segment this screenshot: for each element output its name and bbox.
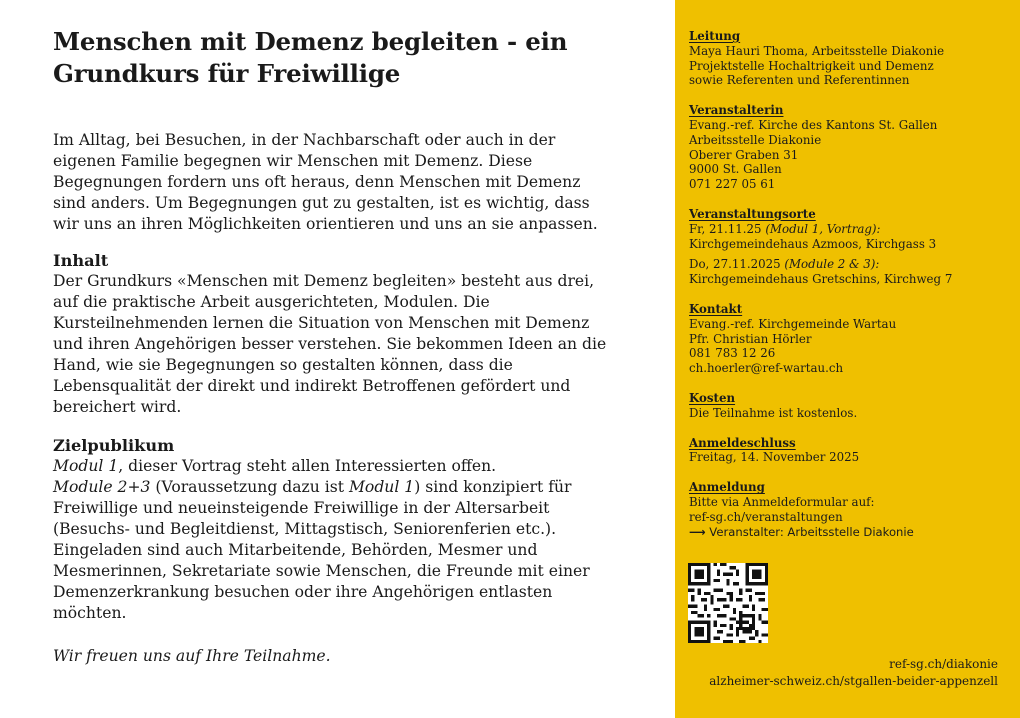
contact-email[interactable]: ch.hoerler@ref-wartau.ch (689, 361, 844, 376)
inhalt-heading: Inhalt (53, 251, 109, 270)
leitung-block: Leitung Maya Hauri Thoma, Arbeitsstelle Diakonie Projektstelle Hochaltrigkeit und Demenz sowie Referenten und Referentinnen (689, 29, 1009, 88)
veranstaltungsorte-block: Veranstaltungsorte Fr, 21.11.25 (Modul 1, Vortrag): Kirchgemeindehaus Azmoos, Kirchgass 3 Do, 27.11.2025 (Module 2 & 3): Kirchgemeindehaus Gretschins, Kirchweg 7 (689, 207, 1009, 287)
main-content (53, 26, 653, 667)
arrow-right-icon: ⟶ (689, 524, 706, 539)
veranstaltungsorte-heading: Veranstaltungsorte (689, 206, 816, 221)
alzheimer-link[interactable]: alzheimer-schweiz.ch/stgallen-beider-appenzell (709, 674, 998, 688)
kosten-block: Kosten Die Teilnahme ist kostenlos. (689, 391, 1009, 421)
diakonie-link[interactable]: ref-sg.ch/diakonie (889, 657, 998, 671)
anmeldung-block: Anmeldung Bitte via Anmeldeformular auf: ref-sg.ch/veranstaltungen ⟶ Veranstalter: Arbeitsstelle Diakonie (689, 480, 1009, 539)
page-title: Menschen mit Demenz begleiten - ein Grundkurs für Freiwillige (53, 27, 568, 88)
kontakt-heading: Kontakt (689, 301, 743, 316)
inhalt-text: Der Grundkurs «Menschen mit Demenz begleiten» besteht aus drei, auf die praktische Arbeit ausgerichteten, Modulen. Die Kursteilnehmenden lernen die Situation von Menschen mit Demenz und ihren Angehörigen besser verstehen. Sie bekommen Ideen an die Hand, wie sie Begegnungen so gestalten können, dass die Lebensqualität der direkt und indirekt Betroffenen gefördert und bereichert wird. (53, 272, 607, 416)
zielpublikum-section (53, 435, 653, 624)
anmeldung-heading: Anmeldung (689, 480, 765, 495)
footer-links (709, 656, 998, 690)
veranstalterin-block: Veranstalterin Evang.-ref. Kirche des Kantons St. Gallen Arbeitsstelle Diakonie Oberer Graben 31 9000 St. Gallen 071 227 05 61 (689, 103, 1009, 192)
anmeldeschluss-heading: Anmeldeschluss (689, 435, 796, 450)
intro-paragraph: Im Alltag, bei Besuchen, in der Nachbarschaft oder auch in der eigenen Familie begegnen wir Menschen mit Demenz. Diese Begegnungen fordern uns oft heraus, denn Menschen mit Demenz sind anders. Um Begegnungen gut zu gestalten, ist es wichtig, dass wir uns an ihren Möglichkeiten orientieren und uns an sie anpassen. (53, 131, 598, 233)
registration-link[interactable]: ref-sg.ch/veranstaltungen (689, 509, 843, 524)
anmeldeschluss-block: Anmeldeschluss Freitag, 14. November 2025 (689, 436, 1009, 466)
qr-code-icon[interactable] (688, 563, 768, 643)
inhalt-section (53, 250, 653, 418)
zielpublikum-text: Modul 1, dieser Vortrag steht allen Interessierten offen. Module 2+3 (Voraussetzung dazu ist Modul 1) sind konzipiert für Freiwillige und neueinsteigende Freiwillige in der Altersarbeit (Besuchs- und Begleitdienst, Mittagstisch, Seniorenferien etc.). Eingeladen sind auch Mitarbeitende, Behörden, Mesmer und Mesmerinnen, Sekretariate sowie Menschen, die Freunde mit einer Demenzerkrankung besuchen oder ihre Angehörigen entlasten möchten. (53, 457, 590, 622)
kosten-heading: Kosten (689, 390, 736, 405)
closing-line: Wir freuen uns auf Ihre Teilnahme. (53, 647, 331, 665)
leitung-heading: Leitung (689, 29, 741, 43)
kontakt-block: Kontakt Evang.-ref. Kirchgemeinde Wartau Pfr. Christian Hörler 081 783 12 26 ch.hoerler@ref-wartau.ch (689, 302, 1009, 376)
zielpublikum-heading: Zielpublikum (53, 436, 175, 455)
veranstalterin-heading: Veranstalterin (689, 103, 784, 118)
